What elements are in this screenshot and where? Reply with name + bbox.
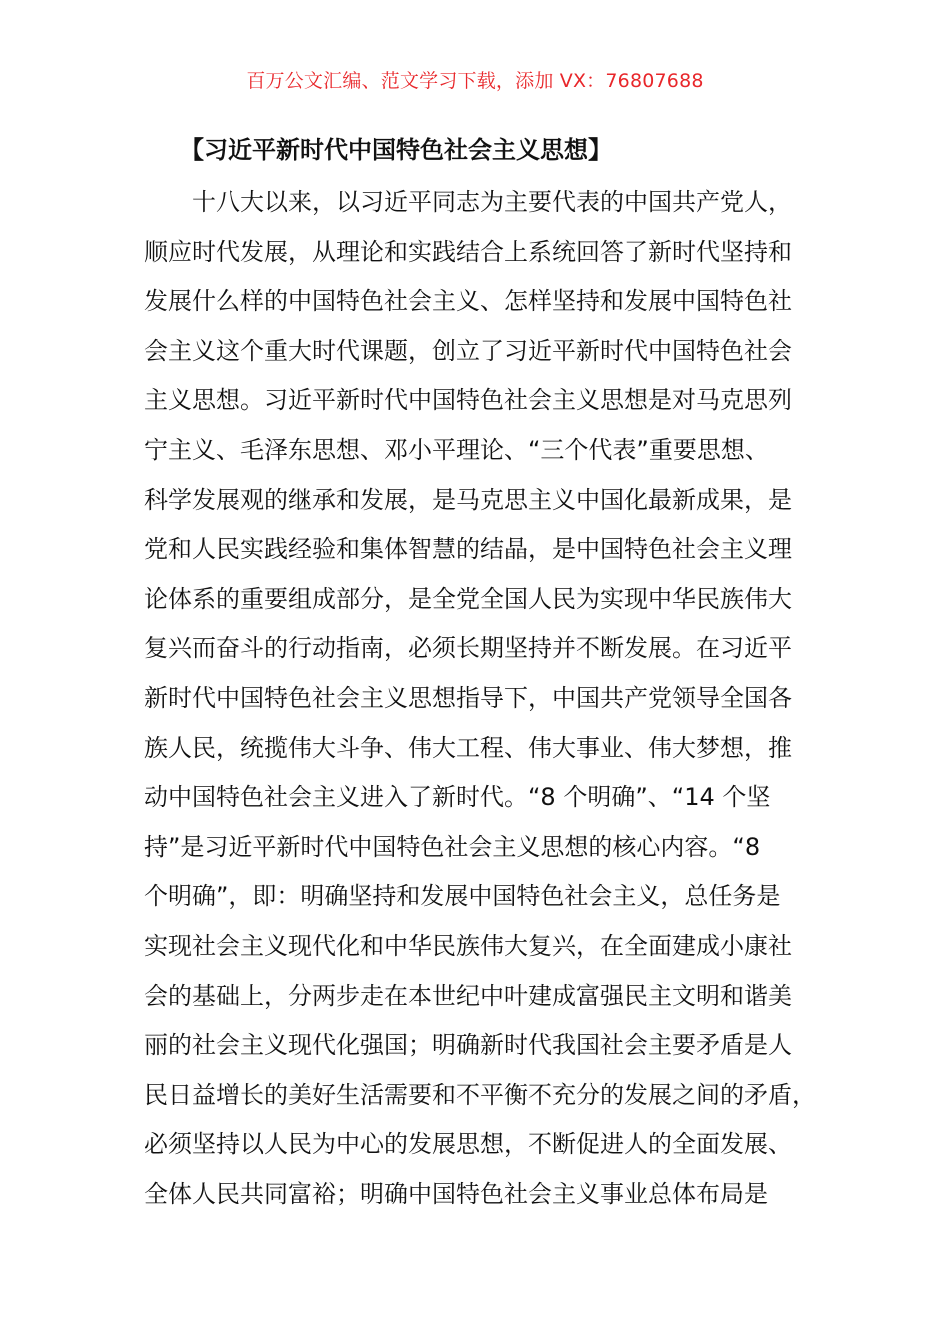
text-line: 民日益增长的美好生活需要和不平衡不充分的发展之间的矛盾， <box>144 1080 816 1109</box>
text-line: 全体人民共同富裕；明确中国特色社会主义事业总体布局是 <box>144 1179 768 1208</box>
body-paragraph <box>144 178 824 1219</box>
text-line: 会主义这个重大时代课题，创立了习近平新时代中国特色社会 <box>144 336 792 365</box>
text-line: 族人民，统揽伟大斗争、伟大工程、伟大事业、伟大梦想，推 <box>144 733 792 762</box>
text-line: 必须坚持以人民为中心的发展思想，不断促进人的全面发展、 <box>144 1130 792 1159</box>
section-title: 【习近平新时代中国特色社会主义思想】 <box>180 136 612 164</box>
text-line: 发展什么样的中国特色社会主义、怎样坚持和发展中国特色社 <box>144 287 792 316</box>
text-line: 顺应时代发展，从理论和实践结合上系统回答了新时代坚持和 <box>144 237 792 266</box>
text-line: 会的基础上，分两步走在本世纪中叶建成富强民主文明和谐美 <box>144 981 792 1010</box>
text-line: 论体系的重要组成部分，是全党全国人民为实现中华民族伟大 <box>144 584 792 613</box>
text-line: 实现社会主义现代化和中华民族伟大复兴，在全面建成小康社 <box>144 931 792 960</box>
text-line: 复兴而奋斗的行动指南，必须长期坚持并不断发展。在习近平 <box>144 634 792 663</box>
text-line: 持”是习近平新时代中国特色社会主义思想的核心内容。“8 <box>144 832 761 861</box>
text-line: 个明确”，即：明确坚持和发展中国特色社会主义，总任务是 <box>144 882 781 911</box>
text-line: 宁主义、毛泽东思想、邓小平理论、“三个代表”重要思想、 <box>144 435 769 464</box>
text-line: 科学发展观的继承和发展，是马克思主义中国化最新成果，是 <box>144 485 792 514</box>
text-line: 动中国特色社会主义进入了新时代。“8 个明确”、“14 个坚 <box>144 783 771 812</box>
text-line: 党和人民实践经验和集体智慧的结晶，是中国特色社会主义理 <box>144 535 792 564</box>
text-line: 丽的社会主义现代化强国；明确新时代我国社会主要矛盾是人 <box>144 1031 792 1060</box>
text-line: 十八大以来，以习近平同志为主要代表的中国共产党人， <box>192 188 792 216</box>
header-download-note: 百万公文汇编、范文学习下载，添加 VX：76807688 <box>246 70 704 92</box>
text-line: 新时代中国特色社会主义思想指导下，中国共产党领导全国各 <box>144 683 792 712</box>
text-line: 主义思想。习近平新时代中国特色社会主义思想是对马克思列 <box>144 386 792 415</box>
